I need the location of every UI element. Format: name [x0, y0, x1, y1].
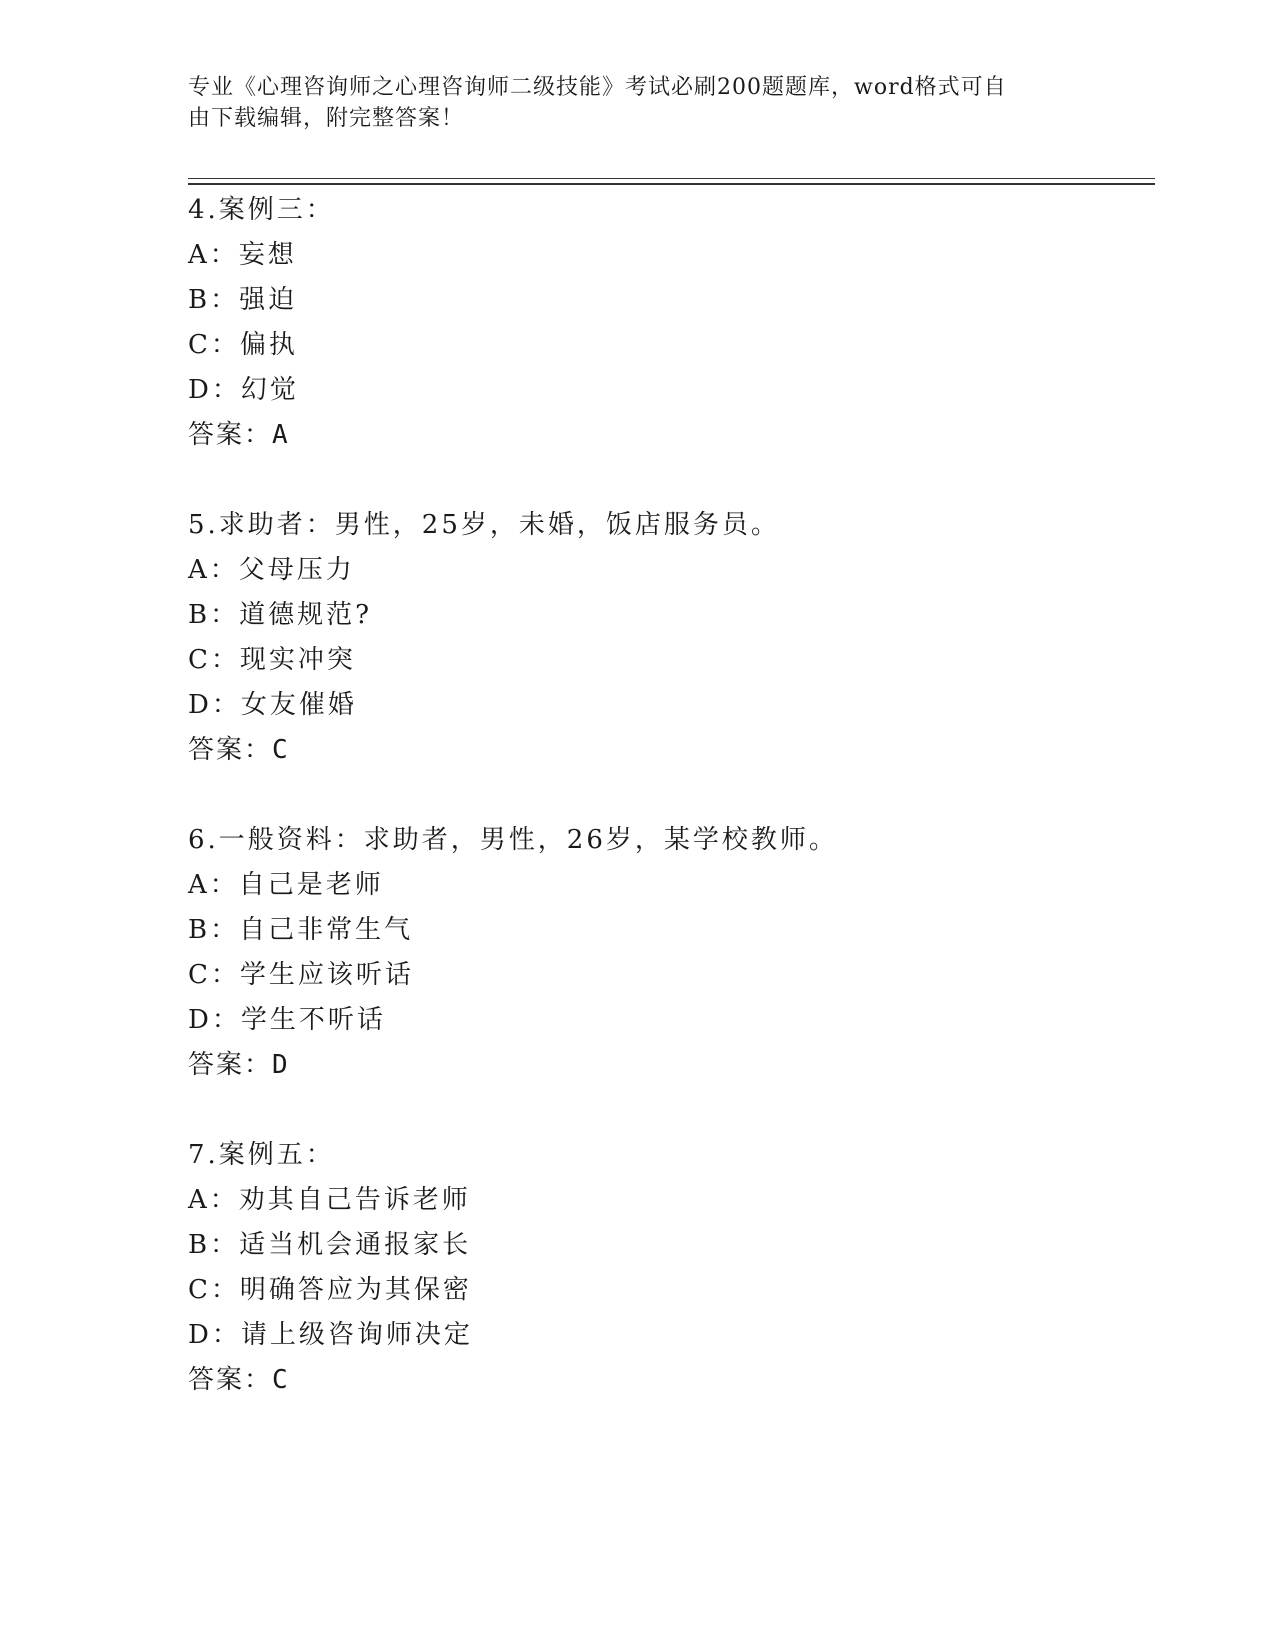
answer-value: D	[272, 1050, 290, 1080]
header-line-2: 由下载编辑，附完整答案！	[188, 106, 465, 131]
answer-line	[188, 1043, 290, 1088]
header-line-1: 专业《心理咨询师之心理咨询师二级技能》考试必刷200题题库，word格式可自	[188, 75, 1007, 100]
option-d: D：学生不听话	[188, 1005, 386, 1035]
option-d: D：女友催婚	[188, 690, 357, 720]
header-divider-thick	[188, 183, 1155, 185]
option-c: C：学生应该听话	[188, 960, 414, 990]
question-stem: 5.求助者：男性，25岁，未婚，饭店服务员。	[188, 510, 780, 540]
option-a: A：自己是老师	[188, 870, 384, 900]
option-c: C：偏执	[188, 330, 298, 360]
answer-value: C	[272, 735, 290, 765]
option-c: C：明确答应为其保密	[188, 1275, 472, 1305]
answer-line	[188, 1358, 290, 1403]
answer-value: A	[272, 420, 290, 450]
answer-line	[188, 413, 290, 458]
answer-label: 答案：	[188, 1365, 273, 1395]
option-b: B：道德规范?	[188, 600, 373, 630]
answer-value: C	[272, 1365, 290, 1395]
option-a: A：劝其自己告诉老师	[188, 1185, 471, 1215]
answer-line	[188, 728, 290, 773]
option-b: B：强迫	[188, 285, 298, 315]
header-divider-thin	[188, 178, 1155, 179]
answer-label: 答案：	[188, 420, 273, 450]
option-b: B：适当机会通报家长	[188, 1230, 472, 1260]
option-b: B：自己非常生气	[188, 915, 414, 945]
option-c: C：现实冲突	[188, 645, 356, 675]
option-d: D：幻觉	[188, 375, 299, 405]
document-header	[188, 72, 1068, 134]
question-stem: 7.案例五：	[188, 1140, 335, 1170]
option-d: D：请上级咨询师决定	[188, 1320, 473, 1350]
option-a: A：父母压力	[188, 555, 355, 585]
answer-label: 答案：	[188, 1050, 273, 1080]
question-stem: 4.案例三：	[188, 195, 335, 225]
question-stem: 6.一般资料：求助者，男性，26岁，某学校教师。	[188, 825, 838, 855]
answer-label: 答案：	[188, 735, 273, 765]
option-a: A：妄想	[188, 240, 297, 270]
